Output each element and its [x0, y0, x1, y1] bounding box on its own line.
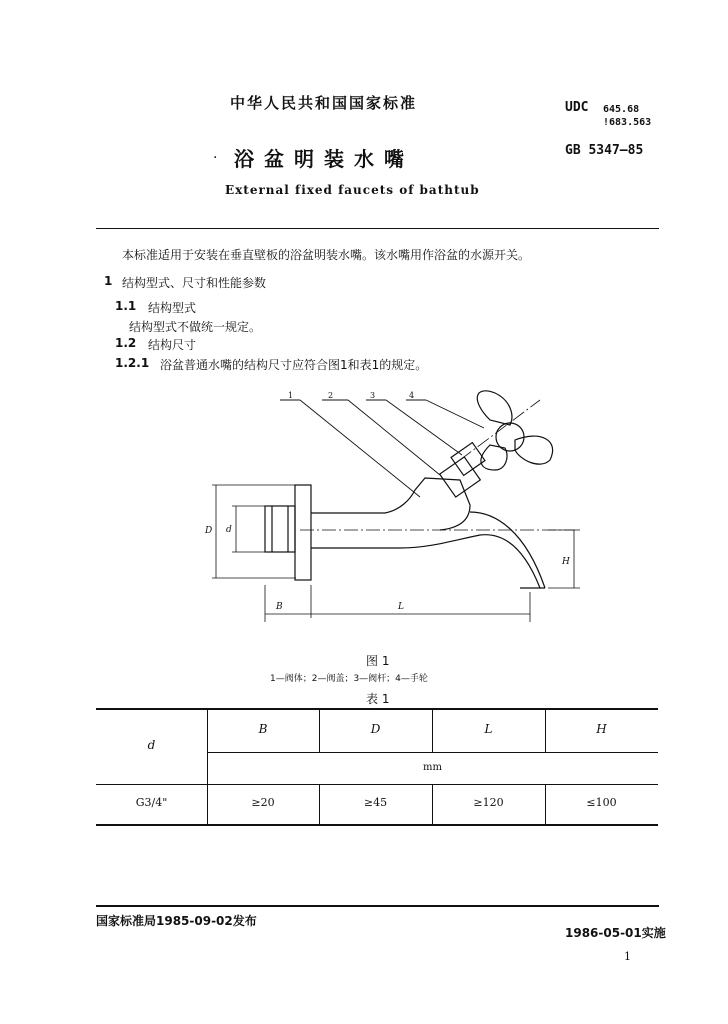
table-header-mid-rule: [207, 752, 658, 753]
section-1-2-1-number: 1.2.1: [115, 356, 150, 370]
section-1-2-number: 1.2: [115, 336, 137, 350]
callout-3: 3: [370, 391, 376, 400]
table-cell-B: ≥20: [251, 796, 275, 809]
spout-underside: [311, 535, 540, 588]
section-1-number: 1: [104, 274, 113, 288]
section-1-2-title: 结构尺寸: [148, 338, 197, 352]
table-col-D: D: [370, 722, 381, 736]
table-cell-L: ≥120: [473, 796, 504, 809]
callout-2: 2: [328, 391, 334, 400]
issued-date: 国家标准局1985-09-02发布: [96, 914, 257, 928]
section-1-2-1-text: 浴盆普通水嘴的结构尺寸应符合图1和表1的规定。: [160, 358, 428, 372]
dot-mark: ·: [213, 150, 218, 166]
table-top-rule: [96, 708, 658, 710]
section-1-title: 结构型式、尺寸和性能参数: [122, 276, 267, 290]
page-number: 1: [624, 950, 631, 963]
section-1-1-text: 结构型式不做统一规定。: [129, 320, 262, 334]
table-cell-D: ≥45: [363, 796, 388, 809]
table-title: 表 1: [366, 692, 390, 706]
intro-paragraph: 本标准适用于安装在垂直壁板的浴盆明装水嘴。该水嘴用作浴盆的水源开关。: [122, 248, 531, 262]
table-row-header: d: [147, 738, 156, 752]
section-1-1-title: 结构型式: [148, 301, 197, 315]
faucet-body: [311, 478, 470, 530]
table-col-B: B: [258, 722, 268, 736]
callout-4: 4: [409, 391, 415, 400]
wall-flange: [295, 485, 311, 580]
dim-label-D: D: [205, 526, 213, 536]
figure-caption: 图 1: [366, 654, 390, 668]
gb-code: GB 5347—85: [565, 143, 644, 158]
footer-rule: [96, 905, 659, 907]
effective-date: 1986-05-01实施: [565, 926, 666, 940]
english-title: External fixed faucets of bathtub: [225, 183, 480, 197]
table-cell-d: G3/4": [135, 796, 168, 809]
table-header-bottom-rule: [96, 784, 658, 785]
dim-label-d: d: [226, 525, 232, 535]
dim-label-L: L: [398, 602, 404, 612]
section-1-1-number: 1.1: [115, 299, 137, 313]
spout-top: [470, 512, 545, 588]
udc-label: UDC: [565, 100, 589, 115]
table-bottom-rule: [96, 824, 658, 826]
table-cell-H: ≤100: [586, 796, 617, 809]
figure-legend: 1—阀体；2—阀盖；3—阀杆；4—手轮: [270, 674, 428, 684]
main-title: 浴盆明装水嘴: [234, 147, 414, 171]
threaded-inlet: [265, 506, 295, 552]
table-col-L: L: [484, 722, 493, 736]
dim-label-H: H: [562, 557, 570, 567]
udc-code-1: 645.68: [603, 104, 640, 115]
table-col-H: H: [596, 722, 607, 736]
stem-nut: [451, 443, 485, 476]
header-rule: [96, 228, 659, 229]
table-unit: mm: [423, 762, 442, 773]
standard-title: 中华人民共和国国家标准: [230, 94, 418, 112]
udc-code-2: !683.563: [603, 117, 652, 128]
handwheel: [477, 391, 552, 470]
dimensions-table: [96, 708, 658, 824]
callout-leaders: [280, 400, 484, 497]
callout-1: 1: [288, 391, 294, 400]
faucet-drawing: [190, 380, 610, 640]
bonnet: [440, 457, 481, 497]
dim-label-B: B: [276, 602, 283, 612]
